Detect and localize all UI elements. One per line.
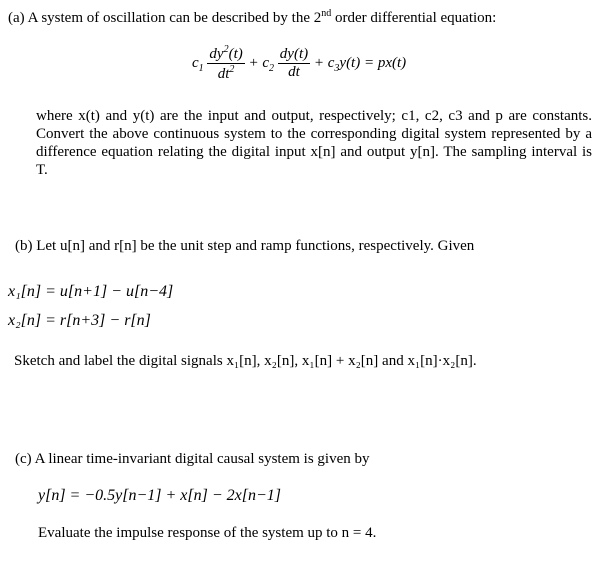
frac2-denominator: dt <box>288 64 300 80</box>
equation-rhs: y(t) = px(t) <box>339 54 407 71</box>
frac1-num-tail: (t) <box>228 46 243 62</box>
frac2-numerator: dy(t) <box>279 46 309 62</box>
coef-c3: + c <box>313 54 335 71</box>
frac1-numerator <box>207 44 244 64</box>
part-b-intro: (b) Let u[n] and r[n] be the unit step and ramp functions, respectively. Given <box>15 238 475 254</box>
frac1-denominator <box>207 64 244 83</box>
coef-c1: c <box>192 54 199 71</box>
part-b-sketch-instruction: Sketch and label the digital signals x₁[n], x₂[n], x₁[n] + x₂[n] and x₁[n]·x₂[n]. <box>14 353 477 369</box>
part-b-equation-2: x₂[n] = r[n+3] − r[n] <box>8 312 151 329</box>
frac1-den-text: dt <box>217 66 230 82</box>
frac1-den-sup: 2 <box>229 64 235 75</box>
coef-c2: + c <box>248 54 270 71</box>
coef-c2-sub: 2 <box>269 62 275 74</box>
part-a-intro-text: (a) A system of oscillation can be described by the 2 <box>8 10 322 26</box>
coef-c3-sub: 3 <box>334 62 340 74</box>
part-c-intro: (c) A linear time-invariant digital causal system is given by <box>15 451 370 467</box>
part-c-equation: y[n] = −0.5y[n−1] + x[n] − 2x[n−1] <box>38 487 281 504</box>
part-a-paragraph: where x(t) and y(t) are the input and output, respectively; c1, c2, c3 and p are constants. Convert the above continuous system to the corresponding digital system represented by a difference equation relating the digital input x[n] and output y[n]. The sampling interval is T. <box>36 108 592 178</box>
part-a-intro-superscript: nd <box>321 8 332 19</box>
part-a-intro <box>8 8 496 27</box>
first-derivative-fraction <box>278 46 310 81</box>
frac1-num-text: dy <box>209 46 224 62</box>
second-derivative-fraction <box>207 44 244 83</box>
part-c-task: Evaluate the impulse response of the system up to n = 4. <box>38 525 377 541</box>
differential-equation <box>192 44 406 83</box>
coef-c1-sub: 1 <box>198 62 204 74</box>
part-b-equation-1: x₁[n] = u[n+1] − u[n−4] <box>8 283 174 300</box>
part-a-intro-text-end: order differential equation: <box>331 10 497 26</box>
frac1-num-sup: 2 <box>223 44 229 55</box>
